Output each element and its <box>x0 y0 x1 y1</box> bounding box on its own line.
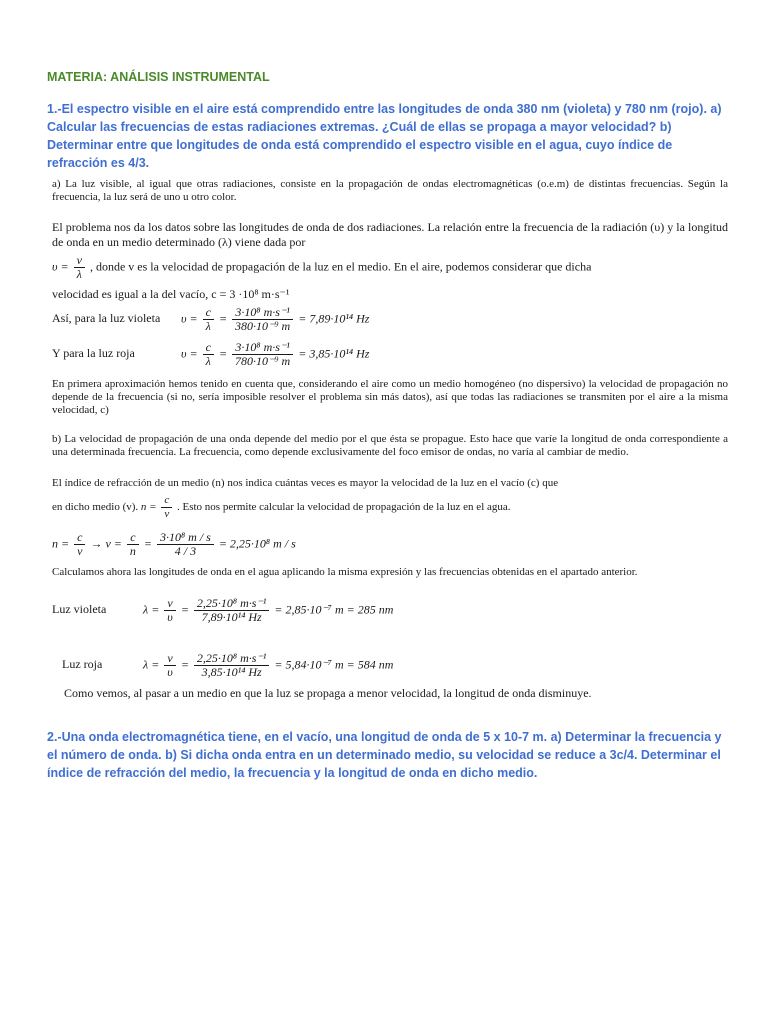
fraction <box>74 254 85 281</box>
eq-arrow: → v = <box>90 536 122 551</box>
fraction-numerator: c <box>74 531 85 545</box>
eq-result: = 2,85·10⁻⁷ m = 285 nm <box>274 602 394 617</box>
question-1: 1.-El espectro visible en el aire está comprendido entre las longitudes de onda 380 nm (violeta) y 780 nm (rojo). a) Calcular las frecuencias de estas radiaciones extremas. ¿Cuál de ellas se propaga a mayor velocidad? b) Determinar entre que longitudes de onda está comprendido el espectro visible en el agua, cuyo índice de refracción es 4/3. <box>47 102 722 170</box>
label-red: Luz roja <box>62 657 103 672</box>
fraction-numerator: c <box>127 531 138 545</box>
eq-result: = 5,84·10⁻⁷ m = 584 nm <box>274 657 394 672</box>
fraction-numerator: 3·10⁸ m·s⁻¹ <box>232 341 292 355</box>
fraction-denominator: 780·10⁻⁹ m <box>235 354 291 368</box>
fraction-numerator: c <box>161 494 172 508</box>
fraction-v-nu <box>164 652 176 679</box>
fraction-values <box>232 306 293 333</box>
eq-pre-text: en dicho medio (v). <box>52 501 139 514</box>
equation-violet-wavelength: Luz violeta λ = $\frac{v}{\upsilon}$ = $\frac{\text{2,25·10⁸ m·s⁻¹}}{\text{7,89·10¹⁴ Hz}}$ = 2,85·10⁻⁷ m = 285 nm <box>52 596 394 624</box>
fraction-c-n <box>127 531 139 558</box>
fraction-denominator: λ <box>76 267 82 281</box>
fraction-numerator: 2,25·10⁸ m·s⁻¹ <box>194 652 269 666</box>
eq-lhs: υ = <box>52 259 69 274</box>
eq-equals: = <box>143 536 152 551</box>
fraction-numerator: v <box>164 652 175 666</box>
equation-red-wavelength: Luz roja λ = $\frac{v}{\upsilon}$ = $\frac{\text{2,25·10⁸ m·s⁻¹}}{\text{3,85·10¹⁴ Hz}}$ = 5,84·10⁻⁷ m = 584 nm <box>62 651 394 679</box>
equation-index-definition <box>52 494 511 521</box>
fraction-numerator: 3·10⁸ m·s⁻¹ <box>232 306 292 320</box>
fraction-v-nu <box>164 597 176 624</box>
fraction-denominator: 3,85·10¹⁴ Hz <box>201 665 262 679</box>
paragraph-frequency-relation: El problema nos da los datos sobre las longitudes de onda de dos radiaciones. La relación entre la frecuencia de la radiación (υ) y la longitud de onda en un medio determinado (λ) viene dada por <box>52 220 728 249</box>
fraction-denominator: υ <box>167 610 173 624</box>
equation-water-speed <box>52 531 296 558</box>
answer-a-intro: a) La luz visible, al igual que otras radiaciones, consiste en la propagación de ondas electromagnéticas (o.e.m) de distintas frecuencias. Según la frecuencia, la luz será de uno u otro color. <box>52 178 728 203</box>
paragraph-conclusion: Como vemos, al pasar a un medio en que la luz se propaga a menor velocidad, la longitud de onda disminuye. <box>64 686 592 700</box>
fraction-denominator: λ <box>205 354 211 368</box>
paragraph-wavelength-calc: Calculamos ahora las longitudes de onda en el agua aplicando la misma expresión y las frecuencias obtenidas en el apartado anterior. <box>52 566 638 578</box>
fraction-denominator: v <box>77 544 83 558</box>
question-2: 2.-Una onda electromagnética tiene, en el vacío, una longitud de onda de 5 x 10-7 m. a) Determinar la frecuencia y el número de onda. b) Si dicha onda entra en un determinado medio, su velocidad se reduce a 3c/4. Determinar el índice de refracción del medio, la frecuencia y la longitud de onda en dicho medio. <box>47 730 722 780</box>
fraction-denominator: v <box>164 508 170 520</box>
eq-lhs: υ = <box>181 346 198 361</box>
fraction-denominator: n <box>129 544 136 558</box>
fraction-values <box>232 341 293 368</box>
paragraph-velocity: velocidad es igual a la del vacío, c = 3 ·10⁸ m·s⁻¹ <box>52 287 290 301</box>
paragraph-approximation: En primera aproximación hemos tenido en cuenta que, considerando el aire como un medio homogéneo (no dispersivo) la velocidad de propagación no depende de la frecuencia (si no, sería imposible resolver el problema sin más datos), así que todas las radiaciones se transmiten por el aire a la misma velocidad, c) <box>52 378 728 416</box>
eq-result: = 7,89·10¹⁴ Hz <box>298 311 370 326</box>
fraction-numerator: c <box>203 306 214 320</box>
label-violet: Luz violeta <box>52 602 107 617</box>
fraction-denominator: 4 / 3 <box>174 544 197 558</box>
fraction-denominator: λ <box>205 319 211 333</box>
label-red: Y para la luz roja <box>52 346 135 361</box>
fraction-c-v <box>74 531 85 558</box>
equation-red-frequency: Y para la luz roja υ = $\frac{c}{\lambda}$ = $\frac{\text{3·10⁸ m·s⁻¹}}{\text{780·10⁻⁹ m}}$ = 3,85·10¹⁴ Hz <box>52 340 370 368</box>
eq-result: = 2,25·10⁸ m / s <box>218 536 296 551</box>
fraction-values <box>194 597 269 624</box>
eq-post-text: . Esto nos permite calcular la velocidad de propagación de la luz en el agua. <box>176 501 511 514</box>
fraction-values <box>157 531 214 558</box>
eq-lhs: n = <box>140 501 157 514</box>
eq-description: , donde v es la velocidad de propagación de la luz en el medio. En el aire, podemos considerar que dicha <box>89 259 592 274</box>
paragraph-b: b) La velocidad de propagación de una onda depende del medio por el que ésta se propague. Esto hace que varíe la longitud de onda correspondiente a una determinada frecuencia. La frecuencia, como depende exclusivamente del foco emisor de ondas, no varía al cambiar de medio. <box>52 433 728 458</box>
eq-lhs: n = <box>52 536 70 551</box>
paragraph-refraction-index: El índice de refracción de un medio (n) nos indica cuántas veces es mayor la velocidad de la luz en el vacío (c) que <box>52 477 559 489</box>
fraction-values <box>194 652 269 679</box>
label-violet: Así, para la luz violeta <box>52 311 161 326</box>
fraction-denominator: 7,89·10¹⁴ Hz <box>201 610 262 624</box>
fraction-c-v <box>161 494 172 521</box>
eq-result: = 3,85·10¹⁴ Hz <box>298 346 370 361</box>
fraction-denominator: υ <box>167 665 173 679</box>
eq-lhs: υ = <box>181 311 198 326</box>
fraction-c-lambda <box>203 306 214 333</box>
fraction-denominator: 380·10⁻⁹ m <box>235 319 291 333</box>
fraction-numerator: 2,25·10⁸ m·s⁻¹ <box>194 597 269 611</box>
fraction-numerator: v <box>74 254 85 268</box>
equation-frequency <box>52 254 591 281</box>
equation-violet-frequency: Así, para la luz violeta υ = $\frac{c}{\lambda}$ = $\frac{\text{3·10⁸ m·s⁻¹}}{\text{380·10⁻⁹ m}}$ = 7,89·10¹⁴ Hz <box>52 305 370 333</box>
eq-lhs: λ = <box>143 602 160 617</box>
fraction-numerator: v <box>164 597 175 611</box>
fraction-numerator: 3·10⁸ m / s <box>157 531 214 545</box>
subject-heading: MATERIA: ANÁLISIS INSTRUMENTAL <box>47 70 270 84</box>
fraction-numerator: c <box>203 341 214 355</box>
fraction-c-lambda <box>203 341 214 368</box>
eq-lhs: λ = <box>143 657 160 672</box>
